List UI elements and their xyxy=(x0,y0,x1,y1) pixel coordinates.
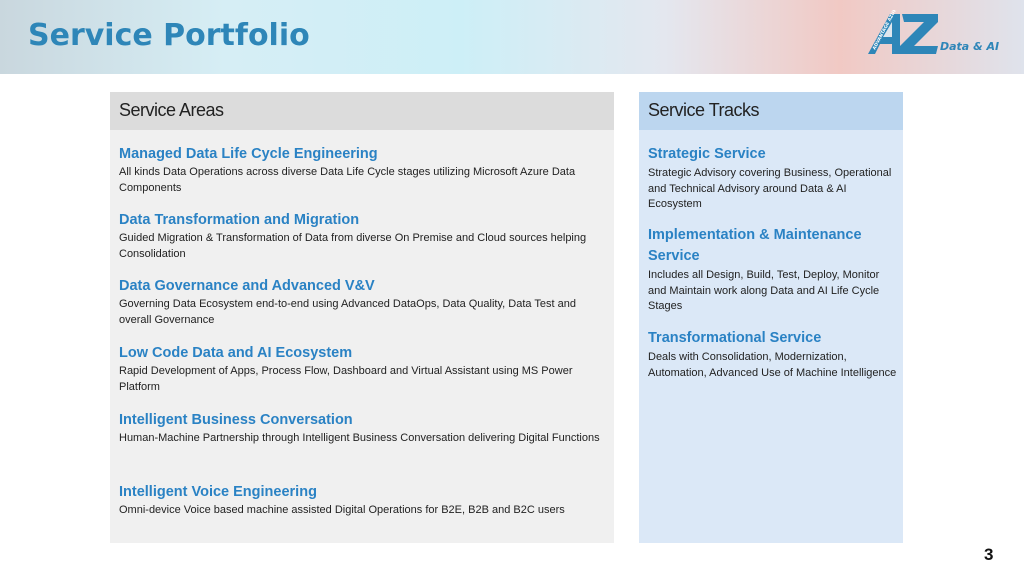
service-track-title: Strategic Service xyxy=(648,146,766,162)
service-track-desc: Includes all Design, Build, Test, Deploy, Monitor and Maintain work along Data and AI Life Cycle Stages xyxy=(648,269,880,312)
service-area-title: Data Transformation and Migration xyxy=(119,212,360,228)
service-area-desc: Omni-device Voice based machine assisted Digital Operations for B2E, B2B and B2C users xyxy=(119,504,565,516)
service-area-item xyxy=(119,276,607,328)
logo-tagline: ADVANTAGE AZURE xyxy=(872,10,900,51)
service-area-item xyxy=(119,144,607,196)
az-logo-icon xyxy=(866,10,946,62)
header-banner xyxy=(0,0,1024,74)
service-area-title: Data Governance and Advanced V&V xyxy=(119,278,375,294)
service-area-desc: Guided Migration & Transformation of Data from diverse On Premise and Cloud sources helping Consolidation xyxy=(119,232,587,260)
service-track-title: Implementation & Maintenance Service xyxy=(648,227,862,264)
service-track-item xyxy=(648,328,898,381)
service-area-item xyxy=(119,410,607,447)
service-area-desc: Rapid Development of Apps, Process Flow, Dashboard and Virtual Assistant using MS Power Platform xyxy=(119,365,573,393)
service-tracks-panel xyxy=(639,92,903,543)
service-areas-heading: Service Areas xyxy=(110,92,614,130)
service-area-title: Intelligent Business Conversation xyxy=(119,412,353,428)
service-track-desc: Deals with Consolidation, Modernization, Automation, Advanced Use of Machine Intelligence xyxy=(648,351,897,379)
service-area-title: Low Code Data and AI Ecosystem xyxy=(119,345,353,361)
page-number: 3 xyxy=(984,545,994,564)
service-area-desc: Human-Machine Partnership through Intelligent Business Conversation delivering Digital Functions xyxy=(119,432,600,444)
service-area-item xyxy=(119,482,607,519)
service-area-desc: Governing Data Ecosystem end-to-end using Advanced DataOps, Data Quality, Data Test and overall Governance xyxy=(119,298,576,326)
service-track-desc: Strategic Advisory covering Business, Operational and Technical Advisory around Data & AI Ecosystem xyxy=(648,167,892,210)
service-area-desc: All kinds Data Operations across diverse Data Life Cycle stages utilizing Microsoft Azure Data Components xyxy=(119,166,576,194)
company-logo xyxy=(866,10,1014,62)
service-area-title: Intelligent Voice Engineering xyxy=(119,484,317,500)
service-area-item xyxy=(119,343,607,395)
service-areas-panel xyxy=(110,92,614,543)
service-track-item xyxy=(648,225,898,315)
service-track-item xyxy=(648,144,898,213)
service-area-title: Managed Data Life Cycle Engineering xyxy=(119,146,378,162)
logo-text: Data & AI xyxy=(940,40,1000,53)
service-track-title: Transformational Service xyxy=(648,330,822,346)
page-title: Service Portfolio xyxy=(28,18,310,53)
service-tracks-heading: Service Tracks xyxy=(639,92,903,130)
service-area-item xyxy=(119,210,607,262)
